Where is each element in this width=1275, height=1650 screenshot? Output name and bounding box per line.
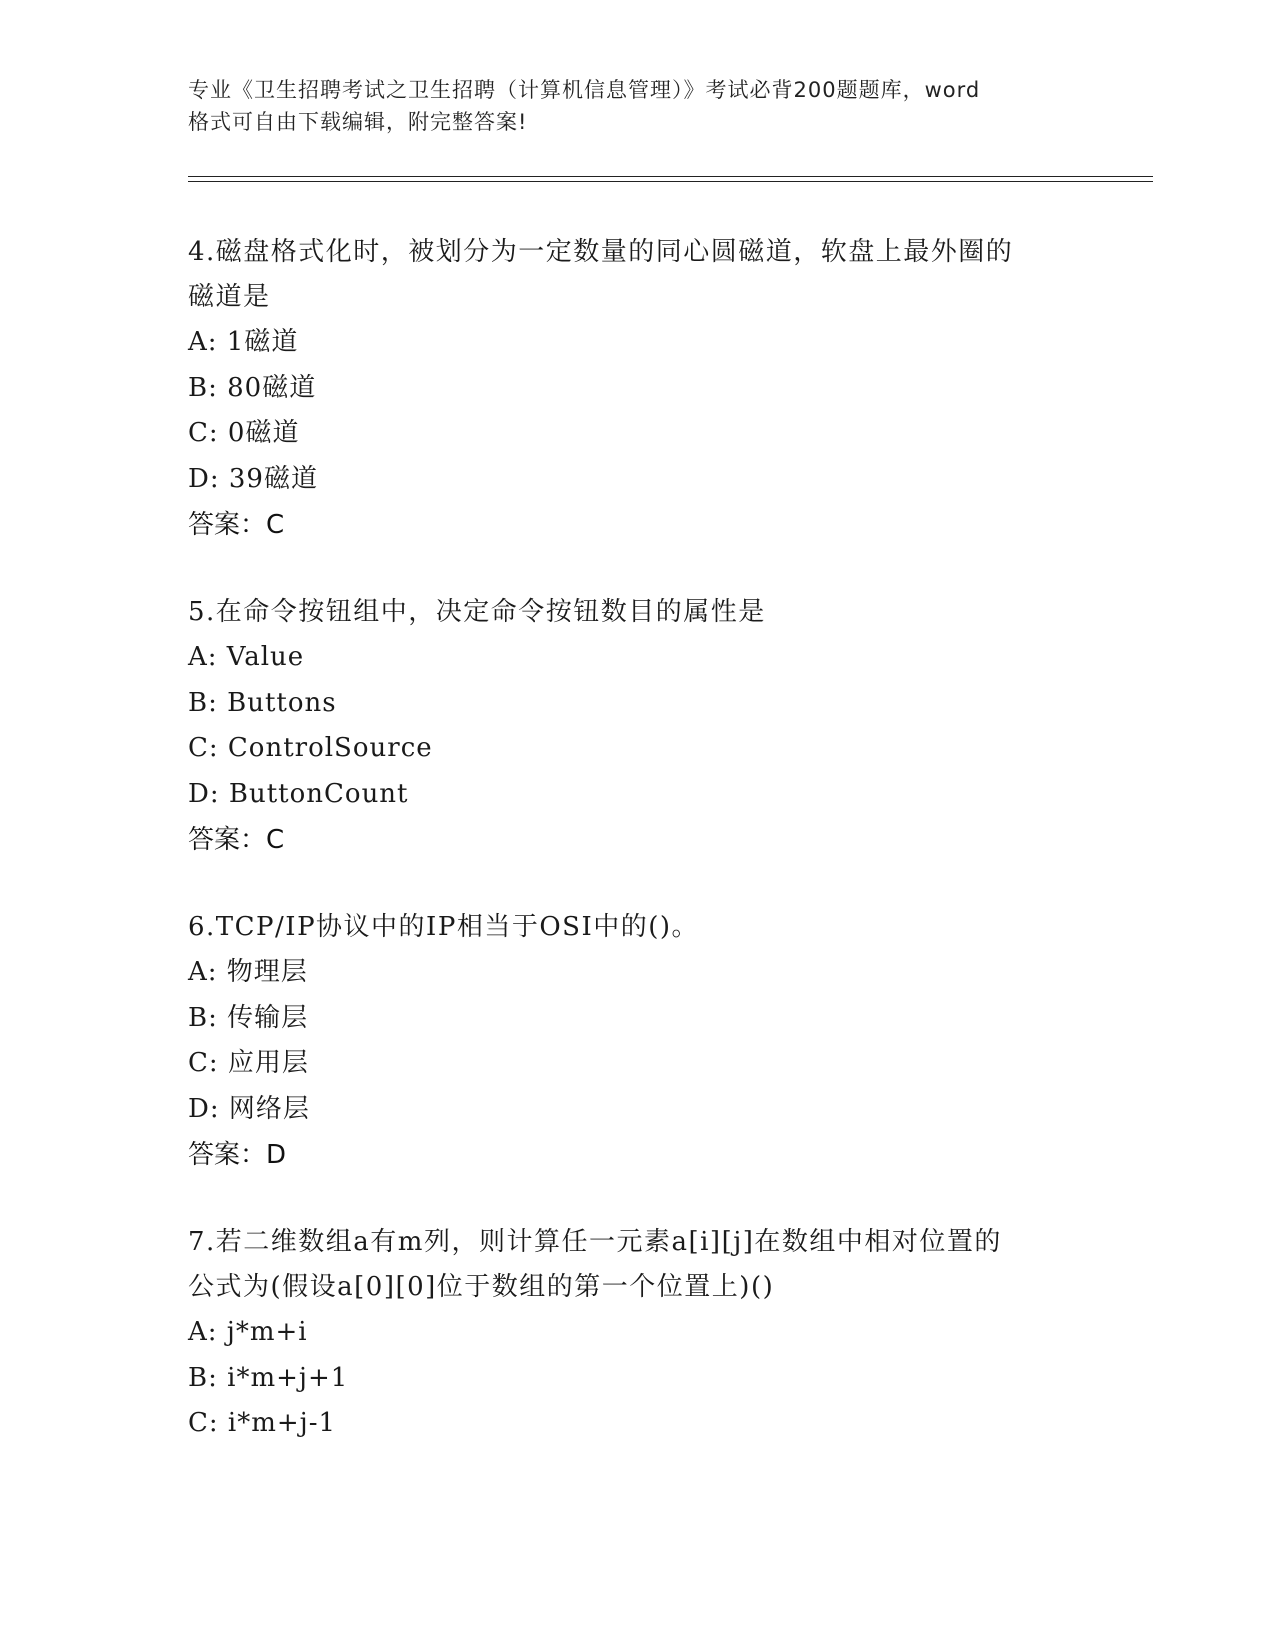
header-divider-bottom <box>188 181 1153 182</box>
header-line-2: 格式可自由下载编辑，附完整答案! <box>188 110 528 134</box>
question-stem: 6.TCP/IP协议中的IP相当于OSI中的()。 <box>188 912 700 942</box>
question-stem: 5.在命令按钮组中，决定命令按钮数目的属性是 <box>188 597 766 627</box>
question-6 <box>188 905 1088 1178</box>
option-c: C: 0磁道 <box>188 418 300 448</box>
question-5 <box>188 590 1088 863</box>
question-stem-continued: 磁道是 <box>188 282 271 312</box>
option-c: C: i*m+j-1 <box>188 1408 337 1438</box>
option-b: B: 80磁道 <box>188 372 317 403</box>
question-7 <box>188 1220 1088 1447</box>
option-a: A: Value <box>188 642 305 672</box>
header-divider-top <box>188 176 1153 177</box>
answer-label: 答案：C <box>188 510 285 540</box>
answer-label: 答案：D <box>188 1140 287 1170</box>
question-stem: 4.磁盘格式化时，被划分为一定数量的同心圆磁道，软盘上最外圈的 <box>188 237 1014 267</box>
option-d: D: 39磁道 <box>188 463 318 494</box>
option-a: A: 物理层 <box>188 957 308 987</box>
document-header <box>188 74 1088 138</box>
question-list <box>188 230 1088 1489</box>
option-b: B: i*m+j+1 <box>188 1362 349 1393</box>
option-d: D: ButtonCount <box>188 778 409 809</box>
option-c: C: ControlSource <box>188 733 433 763</box>
question-stem: 7.若二维数组a有m列，则计算任一元素a[i][j]在数组中相对位置的 <box>188 1227 1002 1257</box>
answer-label: 答案：C <box>188 825 285 855</box>
option-b: B: Buttons <box>188 687 337 718</box>
option-a: A: j*m+i <box>188 1317 308 1347</box>
option-a: A: 1磁道 <box>188 327 299 357</box>
question-4 <box>188 230 1088 548</box>
question-stem-continued: 公式为(假设a[0][0]位于数组的第一个位置上)() <box>188 1272 775 1302</box>
option-d: D: 网络层 <box>188 1093 310 1124</box>
header-line-1: 专业《卫生招聘考试之卫生招聘（计算机信息管理）》考试必背200题题库，word <box>188 78 981 102</box>
option-b: B: 传输层 <box>188 1002 309 1033</box>
option-c: C: 应用层 <box>188 1048 309 1078</box>
